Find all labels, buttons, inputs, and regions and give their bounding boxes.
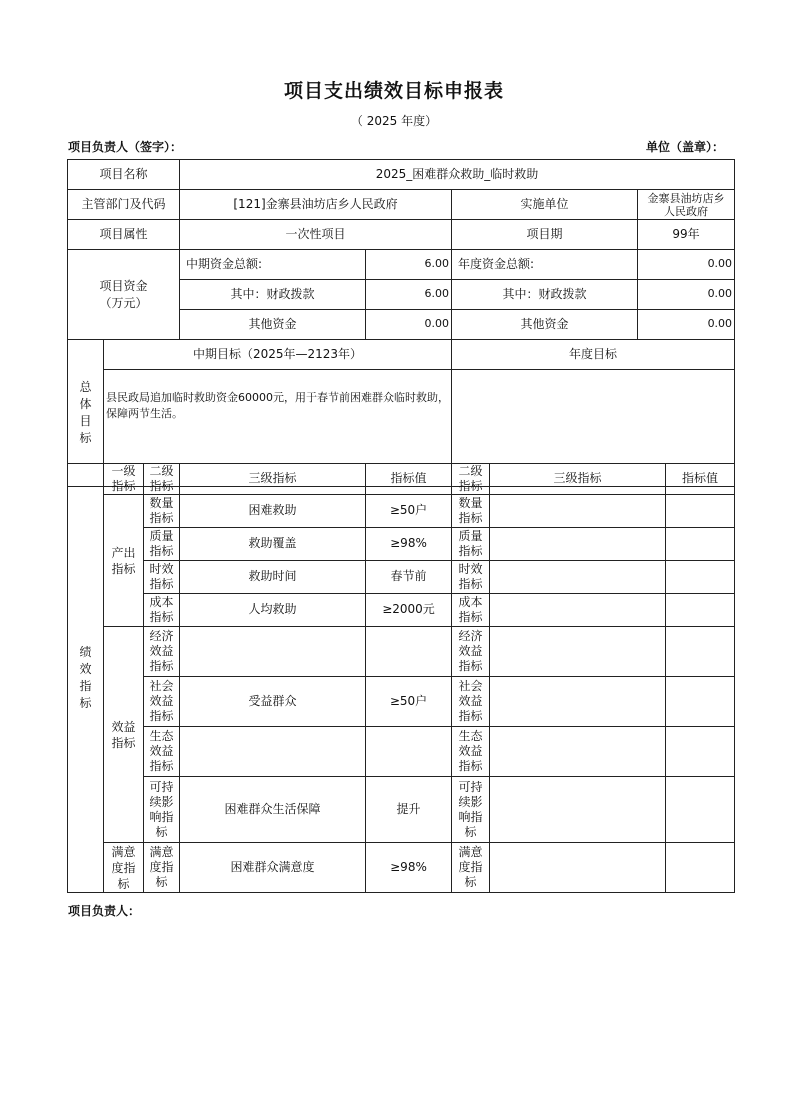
- row-value-right: [666, 594, 735, 627]
- dept-label: 主管部门及代码: [68, 190, 180, 220]
- row-value: ≥98%: [366, 528, 452, 561]
- header-level3: 三级指标: [180, 464, 366, 495]
- row-level3-right: [490, 528, 666, 561]
- row-level2-right: [452, 594, 490, 627]
- mid-other-label: 其他资金: [180, 310, 366, 340]
- group-level1-satisfaction: [104, 843, 144, 893]
- row-level2-text: 满意度指标: [149, 845, 174, 889]
- impl-unit-label: 实施单位: [452, 190, 638, 220]
- row-level2: [144, 561, 180, 594]
- row-value: ≥98%: [366, 843, 452, 893]
- row-level2-right: [452, 727, 490, 777]
- row-value-right: [666, 777, 735, 843]
- row-level2: [144, 677, 180, 727]
- row-value: 提升: [366, 777, 452, 843]
- row-level3: 困难群众生活保障: [180, 777, 366, 843]
- row-level2-right-text: 时效指标: [458, 562, 483, 591]
- row-level2-right: [452, 843, 490, 893]
- row-value: 春节前: [366, 561, 452, 594]
- row-level3-right: [490, 727, 666, 777]
- row-value-right: [666, 727, 735, 777]
- row-level2-right: [452, 495, 490, 528]
- row-value-right: [666, 528, 735, 561]
- row-value-right: [666, 495, 735, 528]
- responsible-signature-label: 项目负责人（签字）：: [68, 140, 183, 154]
- project-attr-label: 项目属性: [68, 220, 180, 250]
- impl-unit-value: 金寨县油坊店乡人民政府: [638, 190, 735, 220]
- row-level2-text: 社会效益指标: [149, 679, 174, 723]
- row-level2-text: 成本指标: [149, 595, 174, 624]
- project-name-label: 项目名称: [68, 160, 180, 190]
- row-level2-text: 生态效益指标: [149, 729, 174, 773]
- project-attr-value: 一次性项目: [180, 220, 452, 250]
- project-leader-label: 项目负责人：: [68, 904, 141, 918]
- project-period-label: 项目期: [452, 220, 638, 250]
- perf-indicator-label-text: 绩效指标: [79, 645, 92, 710]
- row-level3: [180, 627, 366, 677]
- row-level3: 人均救助: [180, 594, 366, 627]
- row-level3: 困难救助: [180, 495, 366, 528]
- row-level2-right-text: 满意度指标: [458, 845, 483, 889]
- row-level3-right: [490, 843, 666, 893]
- row-value-right: [666, 561, 735, 594]
- row-level3-right: [490, 627, 666, 677]
- row-level2-text: 数量指标: [149, 496, 174, 525]
- overall-goal-label-text: 总体目标: [79, 380, 92, 445]
- funds-label: [68, 250, 180, 340]
- row-level3: 困难群众满意度: [180, 843, 366, 893]
- group-level1-benefit-text: 效益指标: [111, 719, 136, 750]
- row-level2-right: [452, 561, 490, 594]
- row-level2-text: 质量指标: [149, 529, 174, 558]
- year-fiscal-label: 其中：财政拨款: [452, 280, 638, 310]
- row-level2-text: 时效指标: [149, 562, 174, 591]
- row-value: ≥50户: [366, 495, 452, 528]
- row-level3-right: [490, 777, 666, 843]
- row-level3-right: [490, 495, 666, 528]
- row-level2-right-text: 成本指标: [458, 595, 483, 624]
- header-level2-right: [452, 464, 490, 495]
- header-value: 指标值: [366, 464, 452, 495]
- mid-goal-header: 中期目标（2025年—2123年）: [104, 340, 452, 370]
- row-level2-right: [452, 777, 490, 843]
- year-line: （ 2025 年度）: [350, 114, 438, 128]
- row-level3-right: [490, 561, 666, 594]
- row-value: [366, 627, 452, 677]
- row-level2-right-text: 质量指标: [458, 529, 483, 558]
- row-level2-right: [452, 627, 490, 677]
- group-level1-output-text: 产出指标: [111, 545, 136, 576]
- header-level2-right-text: 二级指标: [458, 464, 483, 493]
- row-value: ≥2000元: [366, 594, 452, 627]
- mid-total-label: 中期资金总额:: [180, 250, 366, 280]
- row-value-right: [666, 843, 735, 893]
- year-other-label: 其他资金: [452, 310, 638, 340]
- row-level2-text: 经济效益指标: [149, 629, 174, 673]
- row-level3: 救助时间: [180, 561, 366, 594]
- perf-indicator-label: [68, 464, 104, 893]
- mid-other-value: 0.00: [366, 310, 452, 340]
- header-level2: [144, 464, 180, 495]
- funds-label-text: 项目资金（万元）: [99, 278, 148, 310]
- row-level2-right: [452, 677, 490, 727]
- project-name-value: 2025_困难群众救助_临时救助: [180, 160, 735, 190]
- group-level1-output: [104, 495, 144, 627]
- row-level2-text: 可持续影响指标: [149, 779, 174, 839]
- header-level3-right: 三级指标: [490, 464, 666, 495]
- year-total-value: 0.00: [638, 250, 735, 280]
- unit-seal-label: 单位（盖章）：: [645, 140, 724, 154]
- row-level2-right-text: 生态效益指标: [458, 729, 483, 773]
- dept-value: [121]金寨县油坊店乡人民政府: [180, 190, 452, 220]
- mid-goal-text: 县民政局追加临时救助资金60000元，用于春节前困难群众临时救助，保障两节生活。: [104, 370, 452, 487]
- row-level2: [144, 777, 180, 843]
- project-period-value: 99年: [638, 220, 735, 250]
- year-fiscal-value: 0.00: [638, 280, 735, 310]
- row-level2: [144, 528, 180, 561]
- header-level1-text: 一级指标: [111, 464, 136, 493]
- row-level2-right-text: 经济效益指标: [458, 629, 483, 673]
- mid-fiscal-label: 其中：财政拨款: [180, 280, 366, 310]
- row-level2: [144, 495, 180, 528]
- row-value: [366, 727, 452, 777]
- row-level3-right: [490, 677, 666, 727]
- row-level2-right-text: 可持续影响指标: [458, 779, 483, 839]
- row-level2-right-text: 数量指标: [458, 496, 483, 525]
- header-value-right: 指标值: [666, 464, 735, 495]
- row-value-right: [666, 627, 735, 677]
- row-level3-right: [490, 594, 666, 627]
- row-value: ≥50户: [366, 677, 452, 727]
- group-level1-satisfaction-text: 满意度指标: [111, 844, 136, 891]
- page-title: 项目支出绩效目标申报表: [283, 80, 504, 102]
- row-level2: [144, 727, 180, 777]
- year-goal-header: 年度目标: [452, 340, 735, 370]
- row-level3: 救助覆盖: [180, 528, 366, 561]
- year-total-label: 年度资金总额:: [452, 250, 638, 280]
- header-level1: [104, 464, 144, 495]
- mid-fiscal-value: 6.00: [366, 280, 452, 310]
- year-other-value: 0.00: [638, 310, 735, 340]
- row-level2: [144, 594, 180, 627]
- header-level2-text: 二级指标: [149, 464, 174, 493]
- row-value-right: [666, 677, 735, 727]
- row-level2: [144, 627, 180, 677]
- row-level2-right-text: 社会效益指标: [458, 679, 483, 723]
- row-level2: [144, 843, 180, 893]
- group-level1-benefit: [104, 627, 144, 843]
- project-info-table: [67, 159, 735, 487]
- row-level3: 受益群众: [180, 677, 366, 727]
- row-level3: [180, 727, 366, 777]
- mid-total-value: 6.00: [366, 250, 452, 280]
- performance-indicator-table: [67, 463, 735, 893]
- row-level2-right: [452, 528, 490, 561]
